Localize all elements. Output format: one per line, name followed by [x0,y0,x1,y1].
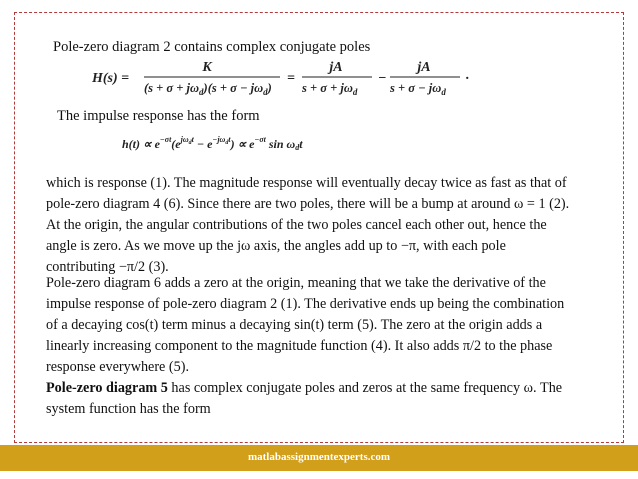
paragraph-diagram-5-text: has complex conjugate poles and zeros at the same frequency ω. The system function has the form [46,380,563,417]
footer-bar [0,445,638,471]
paragraph-response-1: which is response (1). The magnitude response will eventually decay twice as fast as that of pole-zero diagram 4 (6). Since there are two poles, there will be a bump at around ω = 1 (2). At the origin, the angular contributions of the two poles cancel each other out, hence the angle is zero. As we move up the jω axis, the angles add up to −π, with each pole contributing −π/2 (3). [46,175,570,275]
paragraph-diagram-5 [46,378,576,420]
impulse-response-equation [122,131,332,155]
bottom-margin [0,471,638,479]
transfer-function-equation [92,56,462,98]
tf-num1: K [202,60,212,75]
footer-website: matlabassignmentexperts.com [247,451,391,463]
intro-text: Pole-zero diagram 2 contains complex conjugate poles [53,39,371,55]
tf-den3: $s + \sigma - j\omega_d$ [390,81,446,97]
tf-num2: jA [329,60,343,75]
tf-num3: jA [417,60,431,75]
impulse-response-lead: The impulse response has the form [57,108,260,124]
tf-minus: − [378,71,387,86]
tf-den1: $(s + \sigma + j\omega_d)(s + \sigma - j\omega_d)$ [144,81,272,97]
paragraph-diagram-5-heading: Pole-zero diagram 5 [46,380,168,396]
impulse-equation-text: $h(t) \propto e^{-\sigma t}(e^{j\omega}dt - e^{-j\omega}dt) \propto e^{-\sigma t}$ sin ωdt [122,135,303,152]
tf-den2: $s + \sigma + j\omega_d$ [302,81,358,97]
tf-equals: = [287,71,295,86]
paragraph-diagram-6: Pole-zero diagram 6 adds a zero at the origin, meaning that we take the derivative of the impulse response of pole-zero diagram 2 (1). The derivative ends up being the combination of a decaying cos(t) term minus a decaying sin(t) term (5). The zero at the origin adds a linearly increasing component to the magnitude function (4). It also adds π/2 to the phase response everywhere (5). [46,275,565,375]
tf-period: . [466,68,470,83]
tf-lhs: H(s) = [92,71,130,86]
